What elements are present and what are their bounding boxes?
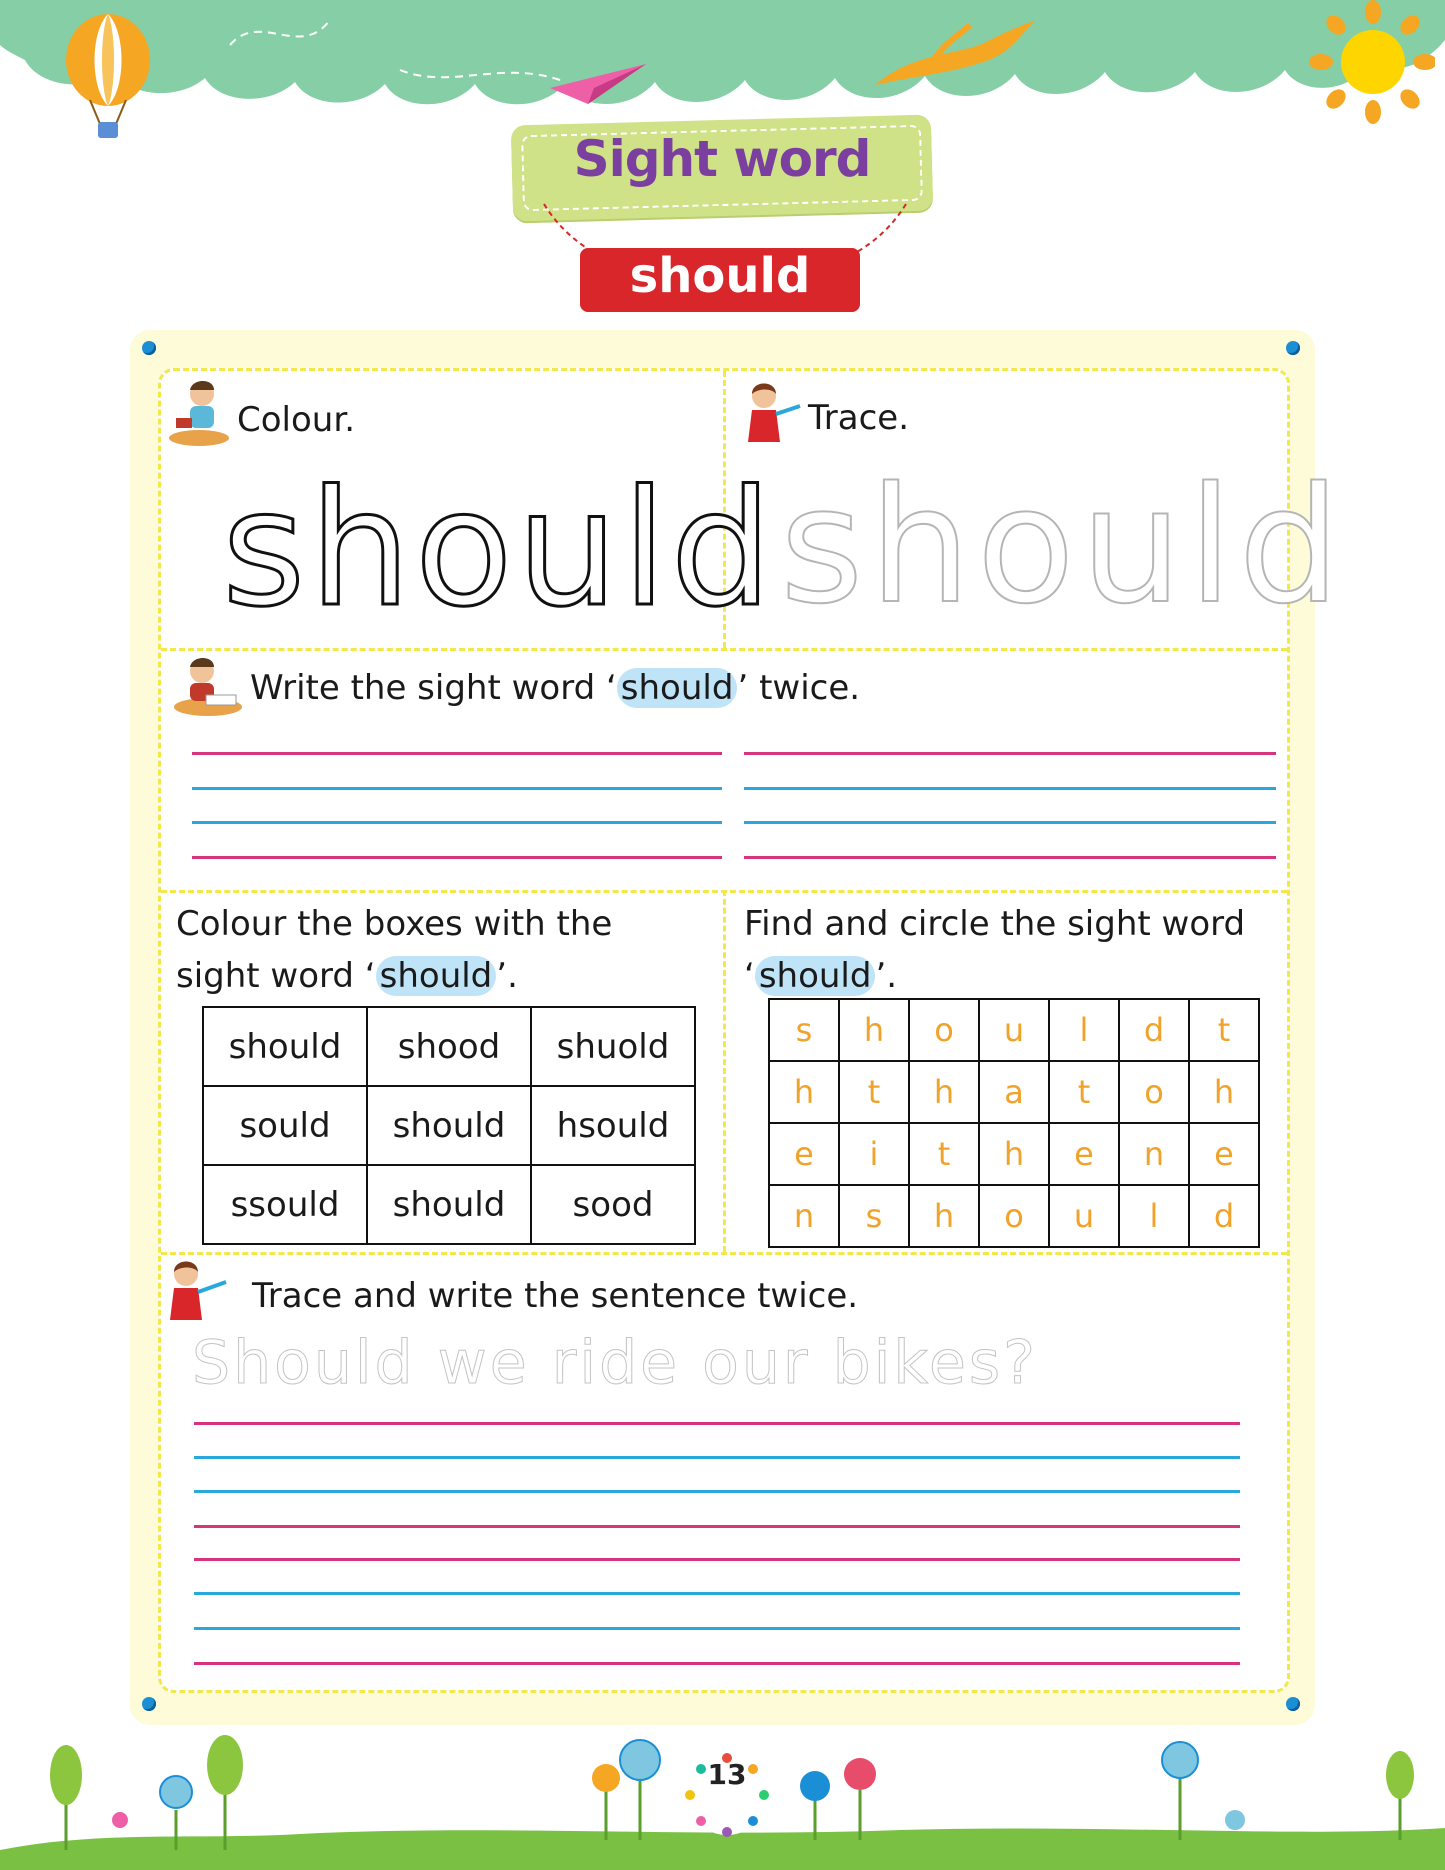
colour-word: should xyxy=(222,455,777,642)
sight-word-label: should xyxy=(629,248,811,304)
section-divider xyxy=(723,890,726,1252)
word-box[interactable]: sould xyxy=(203,1086,367,1165)
word-box[interactable]: sood xyxy=(531,1165,695,1244)
girl-writing-icon xyxy=(742,380,804,452)
colour-instruction: Colour. xyxy=(237,400,356,440)
letter-cell[interactable]: e xyxy=(769,1123,839,1185)
letter-cell[interactable]: h xyxy=(909,1061,979,1123)
word-box[interactable]: shuold xyxy=(531,1007,695,1086)
section-divider xyxy=(161,648,1287,651)
letter-cell[interactable]: h xyxy=(909,1185,979,1247)
boy-colouring-icon xyxy=(168,378,230,448)
letter-cell[interactable]: l xyxy=(1049,999,1119,1061)
letter-cell[interactable]: h xyxy=(1189,1061,1259,1123)
page-title: Sight word xyxy=(573,130,871,188)
letter-cell[interactable]: h xyxy=(979,1123,1049,1185)
letter-cell[interactable]: d xyxy=(1119,999,1189,1061)
letter-cell[interactable]: t xyxy=(1049,1061,1119,1123)
letter-cell[interactable]: n xyxy=(1119,1123,1189,1185)
letter-cell[interactable]: a xyxy=(979,1061,1049,1123)
write-instruction: Write the sight word ‘ should ’ twice. xyxy=(250,668,861,708)
colour-boxes-instruction: Colour the boxes with the sight word ‘ should ’. xyxy=(176,904,613,996)
letter-cell[interactable]: s xyxy=(839,1185,909,1247)
letter-cell[interactable]: u xyxy=(979,999,1049,1061)
letter-cell[interactable]: s xyxy=(769,999,839,1061)
word-search-grid xyxy=(768,998,1260,1248)
sentence-instruction: Trace and write the sentence twice. xyxy=(252,1276,859,1316)
letter-cell[interactable]: t xyxy=(1189,999,1259,1061)
cloud-banner xyxy=(0,0,1445,120)
highlighted-word: should xyxy=(376,956,497,996)
word-box[interactable]: ssould xyxy=(203,1165,367,1244)
girl-writing-icon xyxy=(164,1258,234,1326)
letter-cell[interactable]: u xyxy=(1049,1185,1119,1247)
highlighted-word: should xyxy=(617,668,738,708)
word-box[interactable]: should xyxy=(367,1086,531,1165)
letter-cell[interactable]: o xyxy=(979,1185,1049,1247)
pin-icon xyxy=(1286,1697,1300,1711)
letter-cell[interactable]: i xyxy=(839,1123,909,1185)
word-box[interactable]: shood xyxy=(367,1007,531,1086)
letter-cell[interactable]: e xyxy=(1189,1123,1259,1185)
word-box[interactable]: should xyxy=(203,1007,367,1086)
letter-cell[interactable]: h xyxy=(839,999,909,1061)
trace-instruction: Trace. xyxy=(808,398,910,438)
section-divider xyxy=(161,1252,1287,1255)
paper-plane-icon xyxy=(548,60,648,110)
pin-icon xyxy=(142,341,156,355)
letter-cell[interactable]: o xyxy=(1119,1061,1189,1123)
word-box[interactable]: should xyxy=(367,1165,531,1244)
bird-icon xyxy=(870,15,1040,95)
letter-cell[interactable]: e xyxy=(1049,1123,1119,1185)
sun-icon xyxy=(1305,0,1435,125)
letter-cell[interactable]: d xyxy=(1189,1185,1259,1247)
pin-icon xyxy=(142,1697,156,1711)
pin-icon xyxy=(1286,341,1300,355)
trace-sentence: Should we ride our bikes? xyxy=(192,1328,1039,1398)
letter-cell[interactable]: n xyxy=(769,1185,839,1247)
trace-word: should xyxy=(780,452,1347,639)
highlighted-word: should xyxy=(755,956,876,996)
word-search-instruction: Find and circle the sight word ‘ should ’. xyxy=(744,904,1246,996)
word-box[interactable]: hsould xyxy=(531,1086,695,1165)
page-number: 13 xyxy=(707,1758,747,1791)
hot-air-balloon-icon xyxy=(60,12,156,147)
letter-cell[interactable]: h xyxy=(769,1061,839,1123)
letter-cell[interactable]: o xyxy=(909,999,979,1061)
letter-cell[interactable]: t xyxy=(839,1061,909,1123)
letter-cell[interactable]: t xyxy=(909,1123,979,1185)
letter-cell[interactable]: l xyxy=(1119,1185,1189,1247)
colour-boxes-grid xyxy=(202,1006,696,1245)
boy-writing-icon xyxy=(172,655,242,717)
